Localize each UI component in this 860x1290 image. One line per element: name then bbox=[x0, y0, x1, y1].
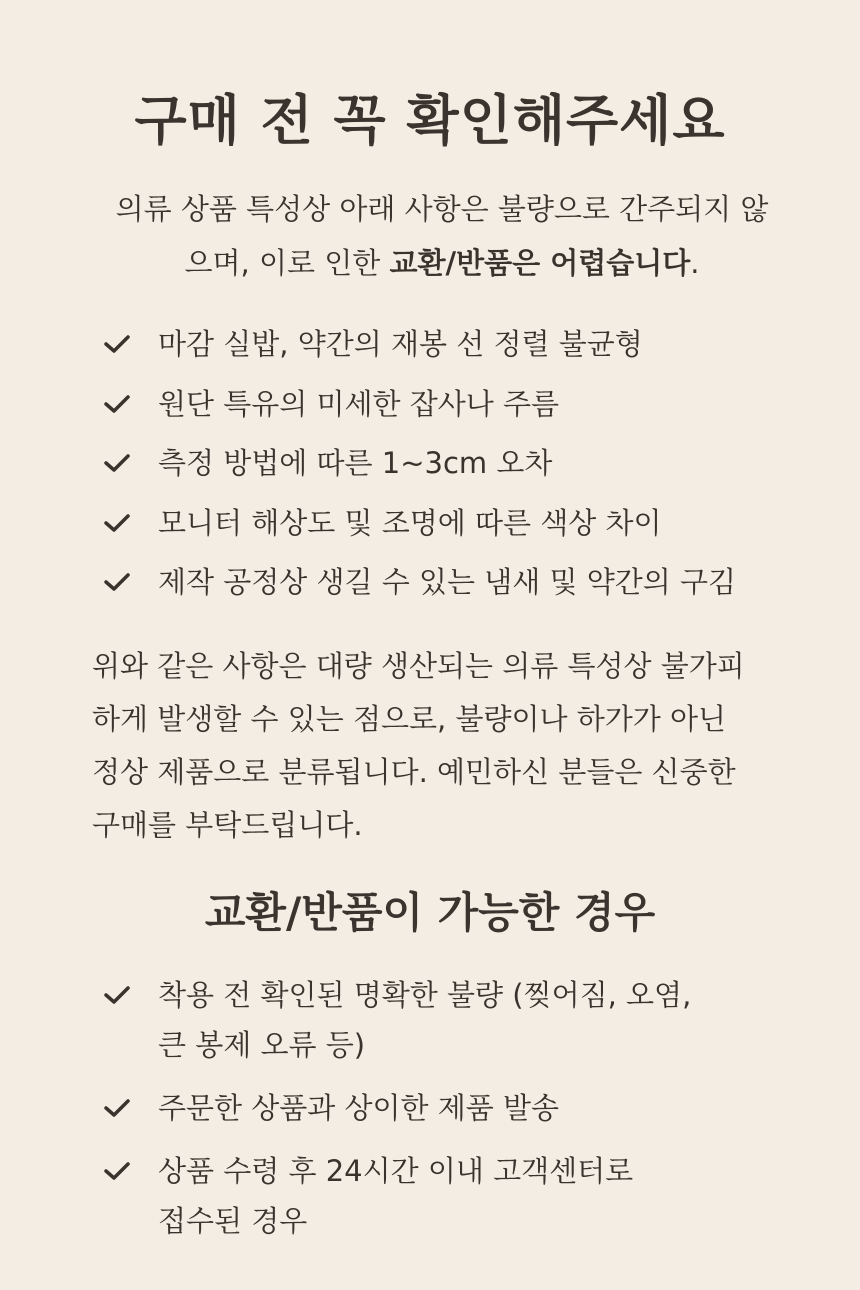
list-item-text: 마감 실밥, 약간의 재봉 선 정렬 불균형 bbox=[158, 327, 643, 361]
check-icon bbox=[104, 443, 158, 483]
list-item-line-1: 상품 수령 후 24시간 이내 고객센터로 bbox=[158, 1154, 634, 1188]
list-item-line-1: 착용 전 확인된 명확한 불량 (찢어짐, 오염, bbox=[158, 978, 692, 1012]
list-item bbox=[104, 384, 824, 424]
list-item-text bbox=[158, 1083, 559, 1133]
note-line-1: 위와 같은 사항은 대량 생산되는 의류 특성상 불가피 bbox=[92, 649, 745, 683]
check-icon bbox=[104, 503, 158, 543]
check-icon bbox=[104, 970, 158, 1020]
returnable-list bbox=[104, 970, 824, 1259]
intro-period: . bbox=[690, 246, 700, 280]
list-item-line-2: 접수된 경우 bbox=[158, 1204, 308, 1238]
note-line-3: 정상 제품으로 분류됩니다. 예민하신 분들은 신중한 bbox=[92, 755, 736, 789]
not-defect-list bbox=[104, 324, 824, 622]
note-line-2: 하게 발생할 수 있는 점으로, 불량이나 하가가 아닌 bbox=[92, 702, 727, 736]
list-item-line-2: 큰 봉제 오류 등) bbox=[158, 1028, 366, 1062]
list-item-text: 모니터 해상도 및 조명에 따른 색상 차이 bbox=[158, 505, 662, 540]
list-item-text bbox=[158, 970, 691, 1070]
list-item bbox=[104, 1083, 824, 1133]
intro-line-2-text: 으며, 이로 인한 bbox=[184, 246, 390, 280]
intro-line-2 bbox=[92, 236, 792, 290]
check-icon bbox=[104, 1083, 158, 1133]
intro-line-1: 의류 상품 특성상 아래 사항은 불량으로 간주되지 않 bbox=[115, 192, 769, 226]
list-item bbox=[104, 324, 824, 364]
check-icon bbox=[104, 384, 158, 424]
note-line-4: 구매를 부탁드립니다. bbox=[92, 808, 363, 842]
page-title: 구매 전 꼭 확인해주세요 bbox=[134, 89, 726, 152]
list-item-text bbox=[158, 1146, 633, 1246]
list-item-text: 원단 특유의 미세한 잡사나 주름 bbox=[158, 386, 560, 421]
list-item bbox=[104, 443, 824, 483]
list-item-text: 측정 방법에 따른 1~3cm 오차 bbox=[158, 446, 553, 480]
intro-paragraph bbox=[92, 182, 792, 290]
check-icon bbox=[104, 1146, 158, 1196]
section-title: 교환/반품이 가능한 경우 bbox=[204, 888, 656, 937]
list-item bbox=[104, 562, 824, 602]
note-paragraph bbox=[92, 640, 792, 852]
list-item-line-1: 주문한 상품과 상이한 제품 발송 bbox=[158, 1091, 560, 1125]
check-icon bbox=[104, 562, 158, 602]
check-icon bbox=[104, 324, 158, 364]
list-item bbox=[104, 503, 824, 543]
list-item-text: 제작 공정상 생길 수 있는 냄새 및 약간의 구김 bbox=[158, 565, 736, 599]
intro-emphasis: 교환/반품은 어렵습니다 bbox=[389, 246, 691, 280]
list-item bbox=[104, 1146, 824, 1246]
list-item bbox=[104, 970, 824, 1070]
